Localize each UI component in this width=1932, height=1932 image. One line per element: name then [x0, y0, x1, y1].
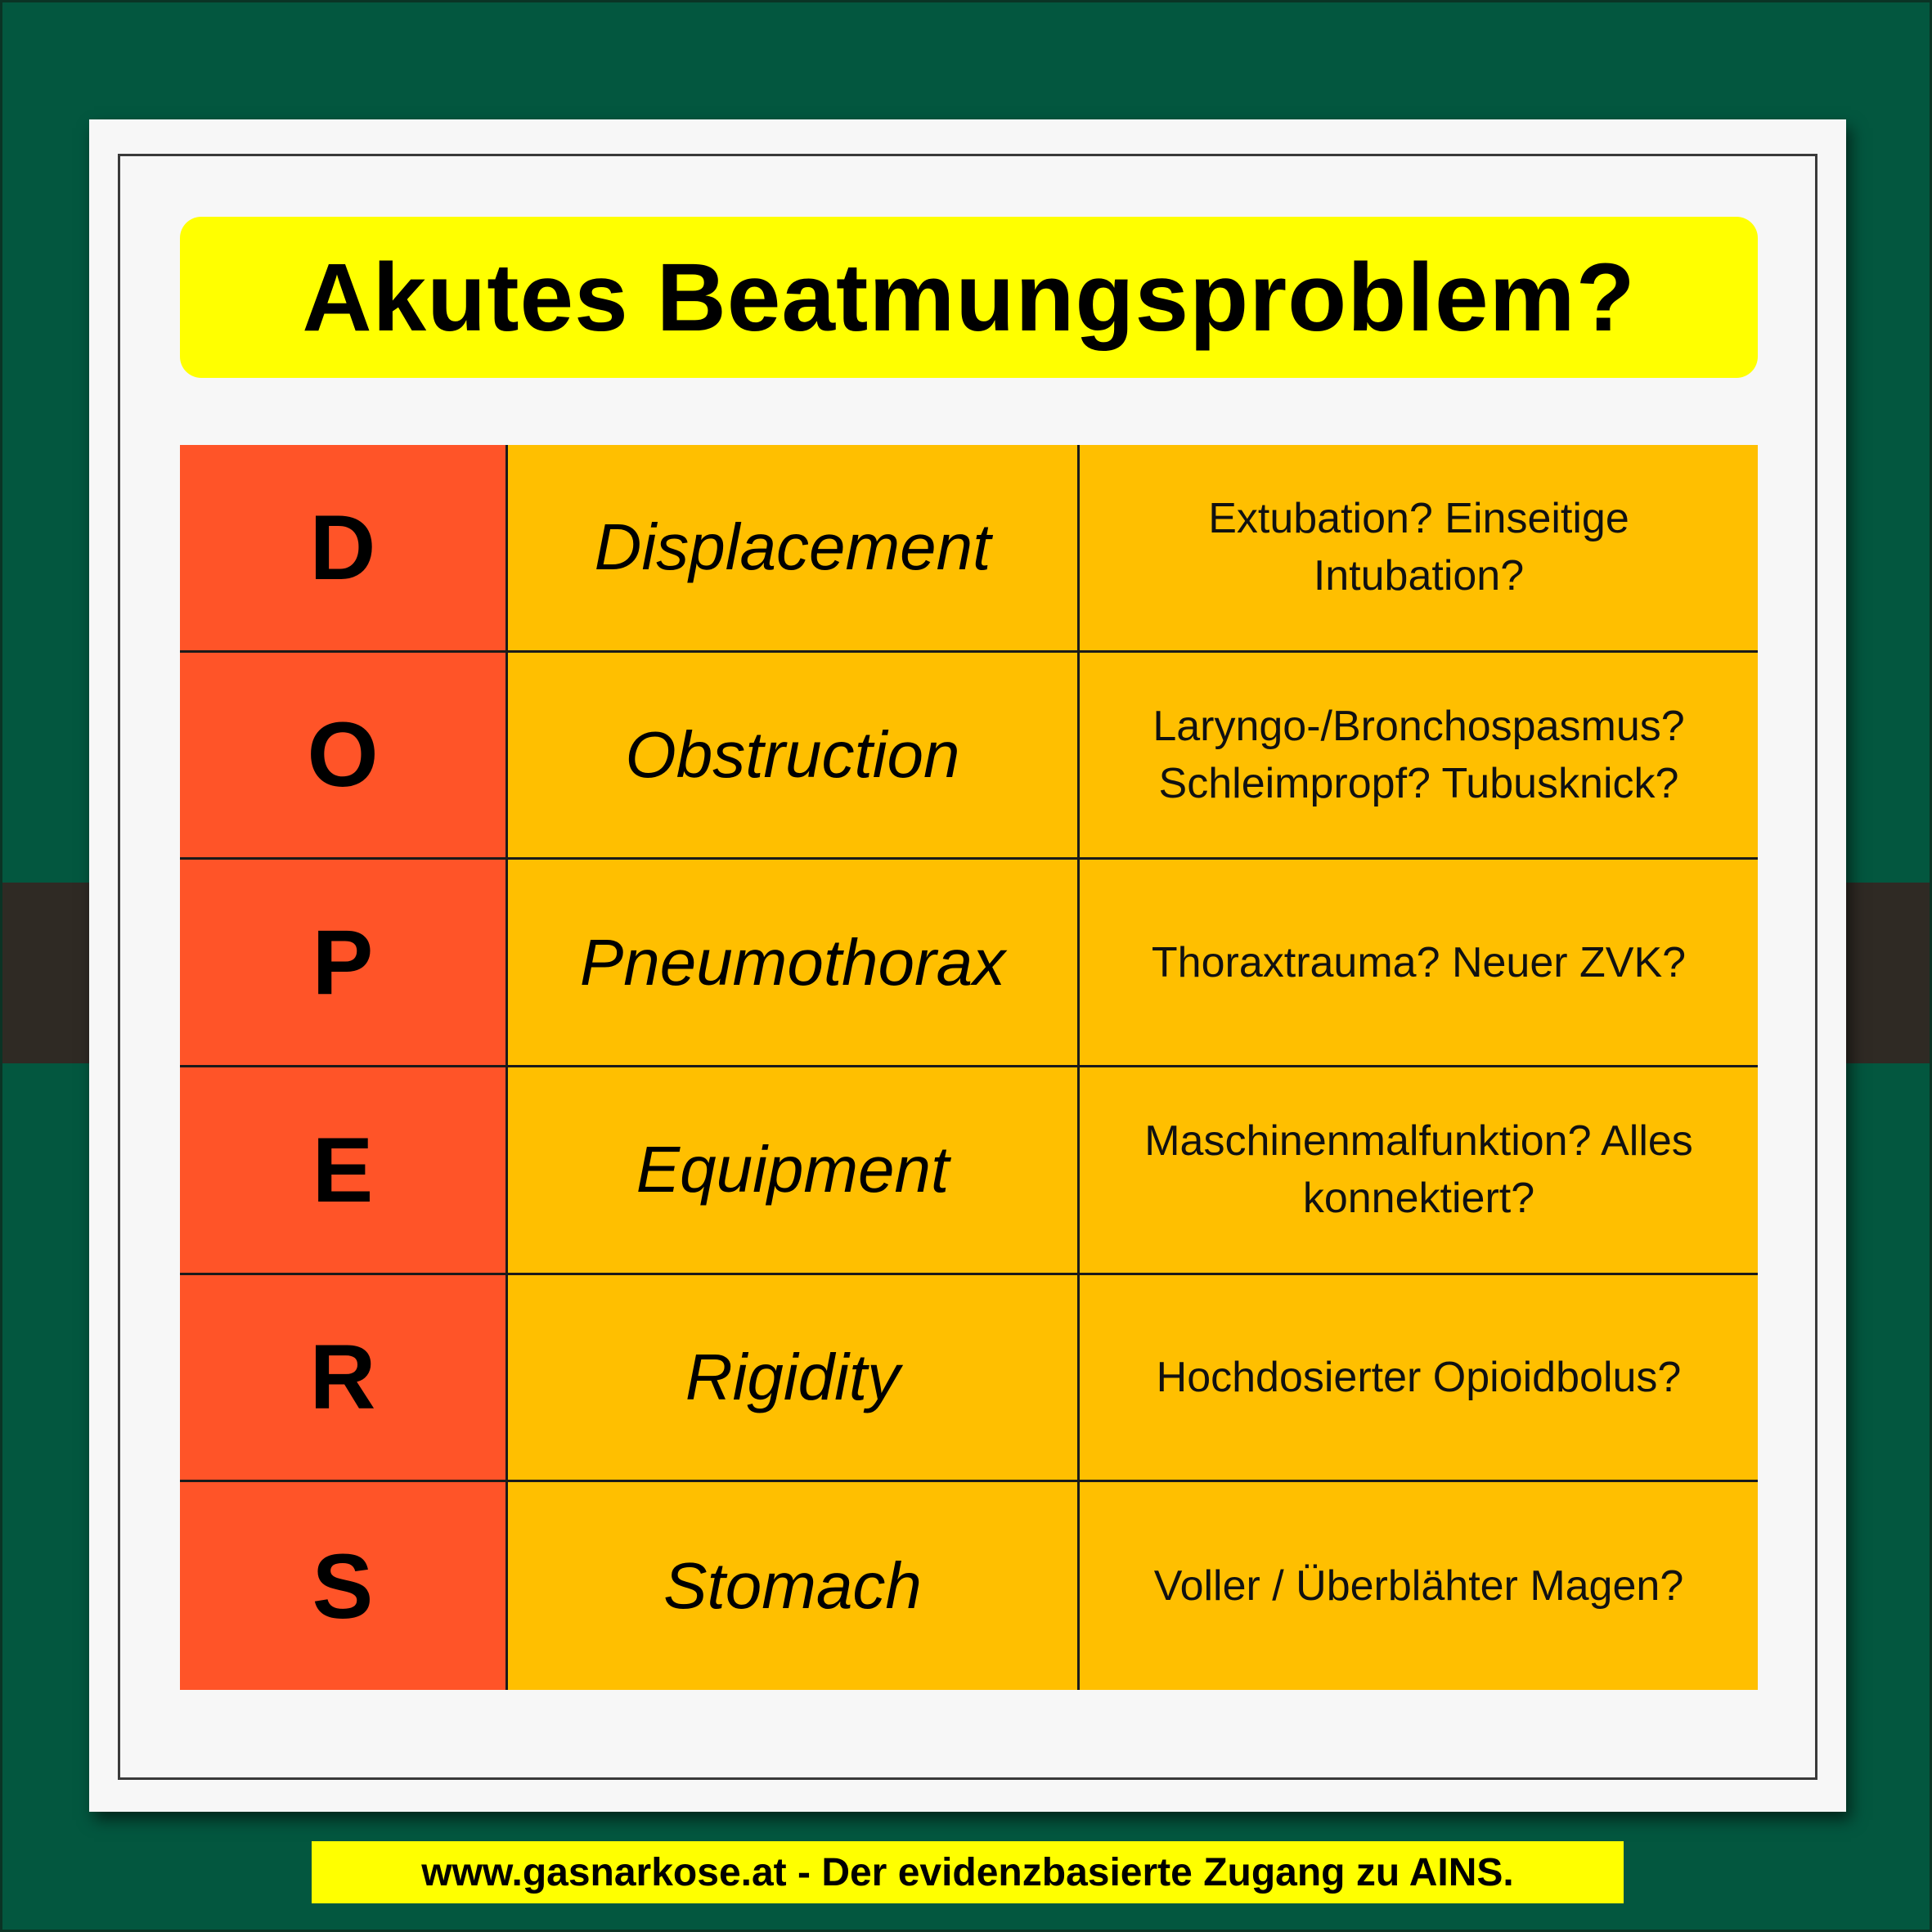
- row-letter: S: [312, 1534, 374, 1638]
- page-title: Akutes Beatmungsproblem?: [302, 243, 1636, 352]
- row-description: Thoraxtrauma? Neuer ZVK?: [1151, 938, 1687, 986]
- row-term: Pneumothorax: [579, 925, 1006, 999]
- row-description: Extubation? Einseitige Intubation?: [1208, 495, 1629, 600]
- row-term: Displacement: [594, 510, 991, 584]
- desc-cell-equipment: [1080, 1067, 1758, 1275]
- desc-cell-pneumothorax: [1080, 860, 1758, 1067]
- row-term: Equipment: [636, 1133, 950, 1206]
- desc-cell-stomach: [1080, 1482, 1758, 1690]
- row-letter: E: [312, 1118, 374, 1221]
- title-banner: [180, 217, 1758, 378]
- poster-card: [89, 119, 1846, 1812]
- letter-cell-d: [180, 445, 508, 653]
- desc-cell-obstruction: [1080, 653, 1758, 860]
- row-letter: D: [309, 496, 376, 599]
- letter-cell-r: [180, 1275, 508, 1483]
- row-description: Voller / Überblähter Magen?: [1153, 1562, 1684, 1611]
- row-letter: R: [309, 1326, 376, 1429]
- row-letter: O: [307, 703, 379, 806]
- term-cell-displacement: [508, 445, 1080, 653]
- letter-cell-s: [180, 1482, 508, 1690]
- row-description: Maschinenmalfunktion? Alles konnektiert?: [1144, 1117, 1693, 1223]
- row-letter: P: [312, 911, 374, 1014]
- term-cell-equipment: [508, 1067, 1080, 1275]
- desc-cell-displacement: [1080, 445, 1758, 653]
- letter-cell-p: [180, 860, 508, 1067]
- row-term: Obstruction: [625, 717, 960, 791]
- row-description: Hochdosierter Opioidbolus?: [1156, 1353, 1682, 1401]
- footer-text: www.gasnarkose.at - Der evidenzbasierte Zugang zu AINS.: [421, 1850, 1514, 1894]
- row-description: Laryngo-/Bronchospasmus? Schleimpropf? Tubusknick?: [1152, 702, 1685, 807]
- footer-banner: [312, 1841, 1624, 1903]
- letter-cell-o: [180, 653, 508, 860]
- term-cell-rigidity: [508, 1275, 1080, 1483]
- letter-cell-e: [180, 1067, 508, 1275]
- row-term: Rigidity: [685, 1340, 901, 1413]
- term-cell-obstruction: [508, 653, 1080, 860]
- term-cell-stomach: [508, 1482, 1080, 1690]
- term-cell-pneumothorax: [508, 860, 1080, 1067]
- dopers-table: [180, 445, 1758, 1690]
- row-term: Stomach: [663, 1549, 922, 1623]
- desc-cell-rigidity: [1080, 1275, 1758, 1483]
